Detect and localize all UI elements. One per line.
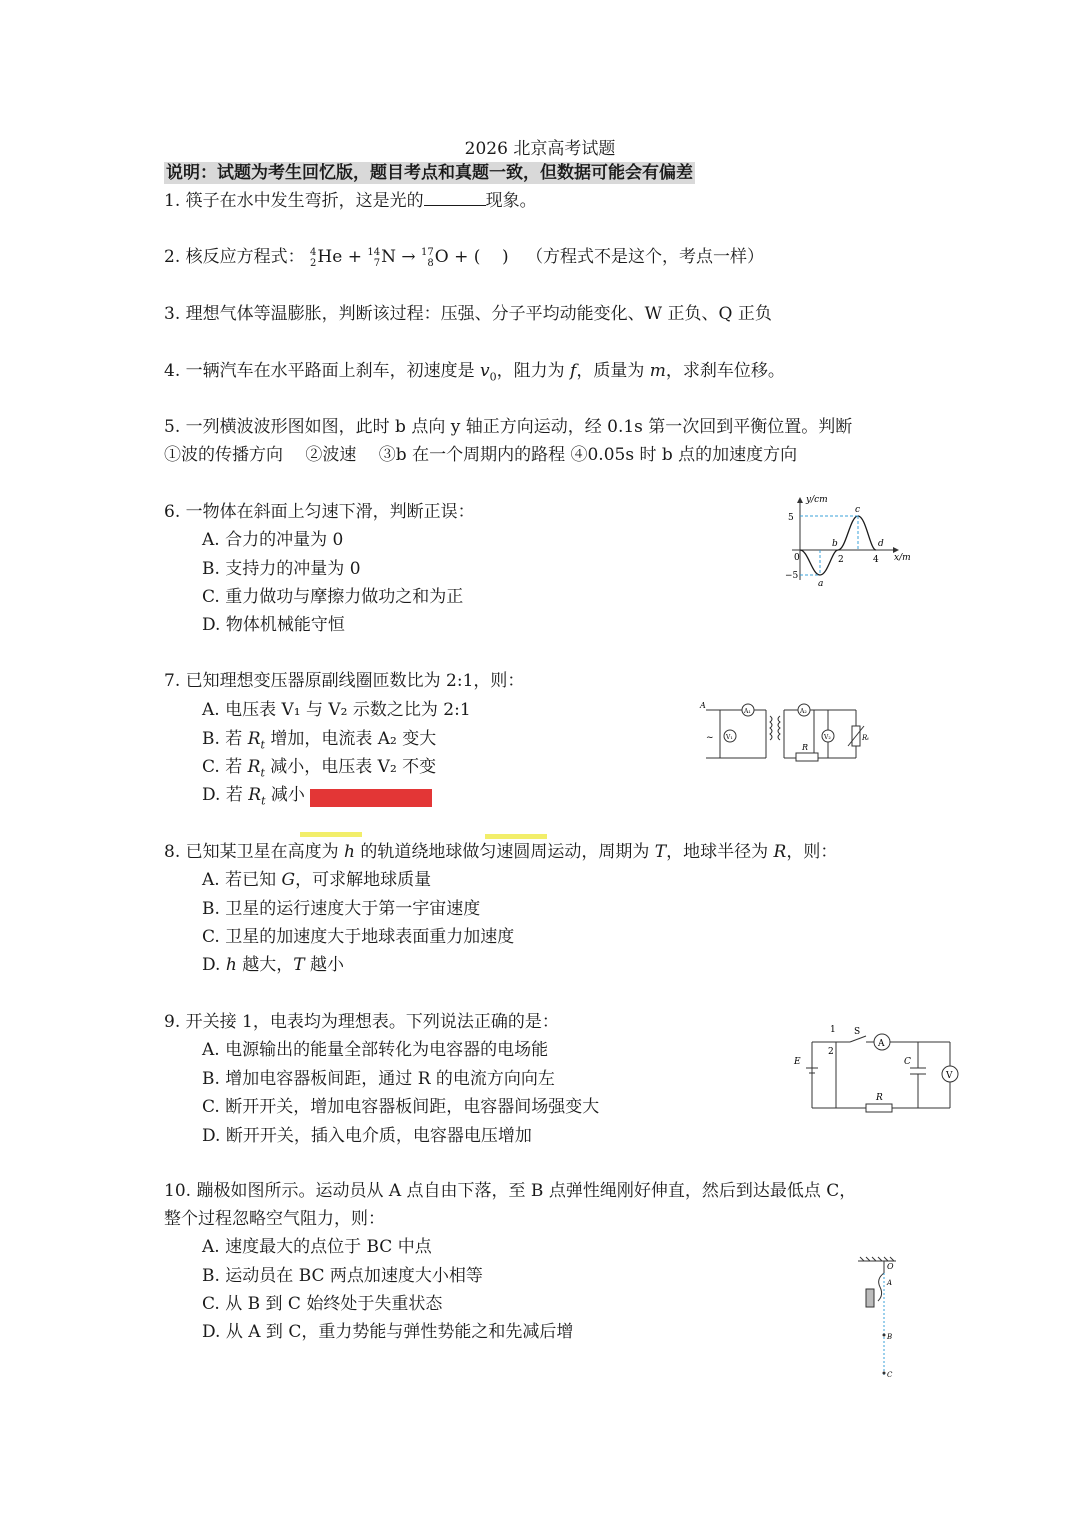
resistor-rt-label: Rₜ (862, 734, 869, 742)
origin-label: 0 (794, 553, 800, 563)
he-nuclide-numbers: 4 2 (310, 246, 317, 269)
q6-option-c: C. 重力做功与摩擦力做功之和为正 (202, 587, 464, 607)
q7-option-c: C. 若 $R_t$ 减小，电压表 V₂ 不变 (202, 757, 437, 780)
n-nuclide-numbers: 14 7 (367, 246, 381, 269)
q2-prefix: 2. 核反应方程式： (164, 247, 305, 267)
question-2: 2. 核反应方程式： 4 2 He + 14 7 N → 17 8 O + ( ) （方程式不是这个，考点一样） (164, 246, 765, 269)
point-o-label: O (887, 1262, 894, 1271)
n-symbol: N (381, 247, 396, 267)
voltmeter-v2: V₂ (824, 734, 831, 741)
q9-option-c: C. 断开开关，增加电容器板间距，电容器间场强变大 (202, 1097, 600, 1117)
capacitor-label: C (904, 1057, 911, 1067)
ac-source-label: ~ (706, 733, 714, 743)
q1-text-end: 现象。 (485, 191, 537, 211)
q8-option-c: C. 卫星的加速度大于地球表面重力加速度 (202, 927, 515, 947)
capacitor-circuit (790, 1020, 966, 1116)
q8-option-b: B. 卫星的运行速度大于第一宇宙速度 (202, 899, 481, 919)
resistor-label: R (876, 1093, 883, 1103)
y-tick-pos: 5 (788, 513, 794, 523)
q8-option-d: D. h 越大，T 越小 (202, 955, 344, 975)
q9-option-b: B. 增加电容器板间距，通过 R 的电流方向向左 (202, 1069, 555, 1089)
question-10-line2: 整个过程忽略空气阻力，则： (164, 1209, 385, 1229)
question-10-line1: 10. 蹦极如图所示。运动员从 A 点自由下落，至 B 点弹性绳刚好伸直，然后到达最低点 C， (164, 1181, 857, 1201)
q9-option-a: A. 电源输出的能量全部转化为电容器的电场能 (202, 1040, 549, 1060)
page-title: 2026 北京高考试题 (464, 139, 616, 159)
ammeter-a2: A₂ (800, 708, 807, 715)
voltmeter-label: V (946, 1071, 953, 1081)
point-b-label: B (887, 1333, 893, 1341)
switch-pos-1: 1 (830, 1025, 836, 1035)
question-5-line2: ①波的传播方向 ②波速 ③b 在一个周期内的路程 ④0.05s 时 b 点的加速度方向 (164, 445, 798, 465)
battery-e-label: E (794, 1057, 801, 1067)
question-3: 3. 理想气体等温膨胀，判断该过程：压强、分子平均动能变化、W 正负、Q 正负 (164, 304, 772, 324)
x-tick-2: 2 (838, 555, 844, 565)
question-5-line1: 5. 一列横波波形图如图，此时 b 点向 y 轴正方向运动，经 0.1s 第一次回到平衡位置。判断 (164, 417, 853, 437)
disclaimer-note: 说明：试题为考生回忆版，题目考点和真题一致，但数据可能会有偏差 (166, 163, 693, 183)
switch-s-label: S (854, 1027, 861, 1037)
o-nuclide-numbers: 17 8 (421, 246, 434, 269)
point-d-label: d (878, 539, 884, 549)
q7-option-b: B. 若 $R_t$ 增加，电流表 A₂ 变大 (202, 729, 437, 752)
q7-option-d: D. 若 $R_t$ 减小 (202, 785, 305, 808)
q9-option-d: D. 断开开关，插入电介质，电容器电压增加 (202, 1126, 532, 1146)
q2-note: （方程式不是这个，考点一样） (526, 247, 765, 267)
x-axis-label: x/m (894, 553, 911, 563)
point-b-label: b (832, 539, 838, 549)
point-c-label: C (887, 1371, 893, 1379)
q6-option-a: A. 合力的冲量为 0 (202, 530, 344, 550)
q6-option-d: D. 物体机械能守恒 (202, 615, 345, 635)
q8-option-a: A. 若已知 G，可求解地球质量 (202, 870, 432, 890)
q10-option-a: A. 速度最大的点位于 BC 中点 (202, 1237, 432, 1257)
voltmeter-v1: V₁ (726, 734, 733, 741)
q10-option-c: C. 从 B 到 C 始终处于失重状态 (202, 1294, 443, 1314)
q10-option-d: D. 从 A 到 C，重力势能与弹性势能之和先减后增 (202, 1322, 574, 1342)
resistor-r-label: R (802, 743, 809, 752)
unknown-product: ( ) (473, 247, 509, 267)
wave-graph (780, 490, 920, 590)
switch-pos-2: 2 (828, 1047, 834, 1057)
q1-text: 1. 筷子在水中发生弯折，这是光的 (164, 191, 424, 211)
point-c-label: c (855, 505, 861, 515)
q6-option-b: B. 支持力的冲量为 0 (202, 559, 361, 579)
x-tick-4: 4 (873, 555, 879, 565)
point-a-label: a (818, 579, 824, 589)
point-a-label: A (887, 1279, 893, 1287)
answer-blank (424, 191, 486, 206)
highlight-mark (485, 834, 547, 839)
question-7-stem: 7. 已知理想变压器原副线圈匝数比为 2:1，则： (164, 671, 525, 691)
highlight-mark (300, 832, 362, 837)
redaction-scribble (310, 789, 432, 807)
question-4: 4. 一辆汽车在水平路面上刹车，初速度是 $v_0$，阻力为 f，质量为 m，求刹车位移。 (164, 361, 785, 384)
transformer-circuit (696, 698, 872, 768)
he-symbol: He (317, 247, 343, 267)
y-axis-label: y/cm (806, 495, 828, 505)
y-tick-neg: −5 (785, 571, 799, 581)
q10-option-b: B. 运动员在 BC 两点加速度大小相等 (202, 1266, 483, 1286)
ammeter-a1: A₁ (744, 708, 751, 715)
question-8-stem: 8. 已知某卫星在高度为 h 的轨道绕地球做匀速圆周运动，周期为 T，地球半径为 R，则： (164, 842, 838, 862)
q7-option-a: A. 电压表 V₁ 与 V₂ 示数之比为 2:1 (202, 700, 471, 720)
wave-curve (800, 516, 876, 575)
question-9-stem: 9. 开关接 1，电表均为理想表。下列说法正确的是： (164, 1012, 559, 1032)
question-6-stem: 6. 一物体在斜面上匀速下滑，判断正误： (164, 502, 475, 522)
reaction-arrow: → (401, 247, 416, 267)
node-a-label: A (700, 701, 706, 710)
ammeter-label: A (878, 1039, 885, 1049)
o-symbol: O (434, 247, 449, 267)
bungee-figure (852, 1255, 908, 1385)
question-1 (164, 190, 537, 212)
